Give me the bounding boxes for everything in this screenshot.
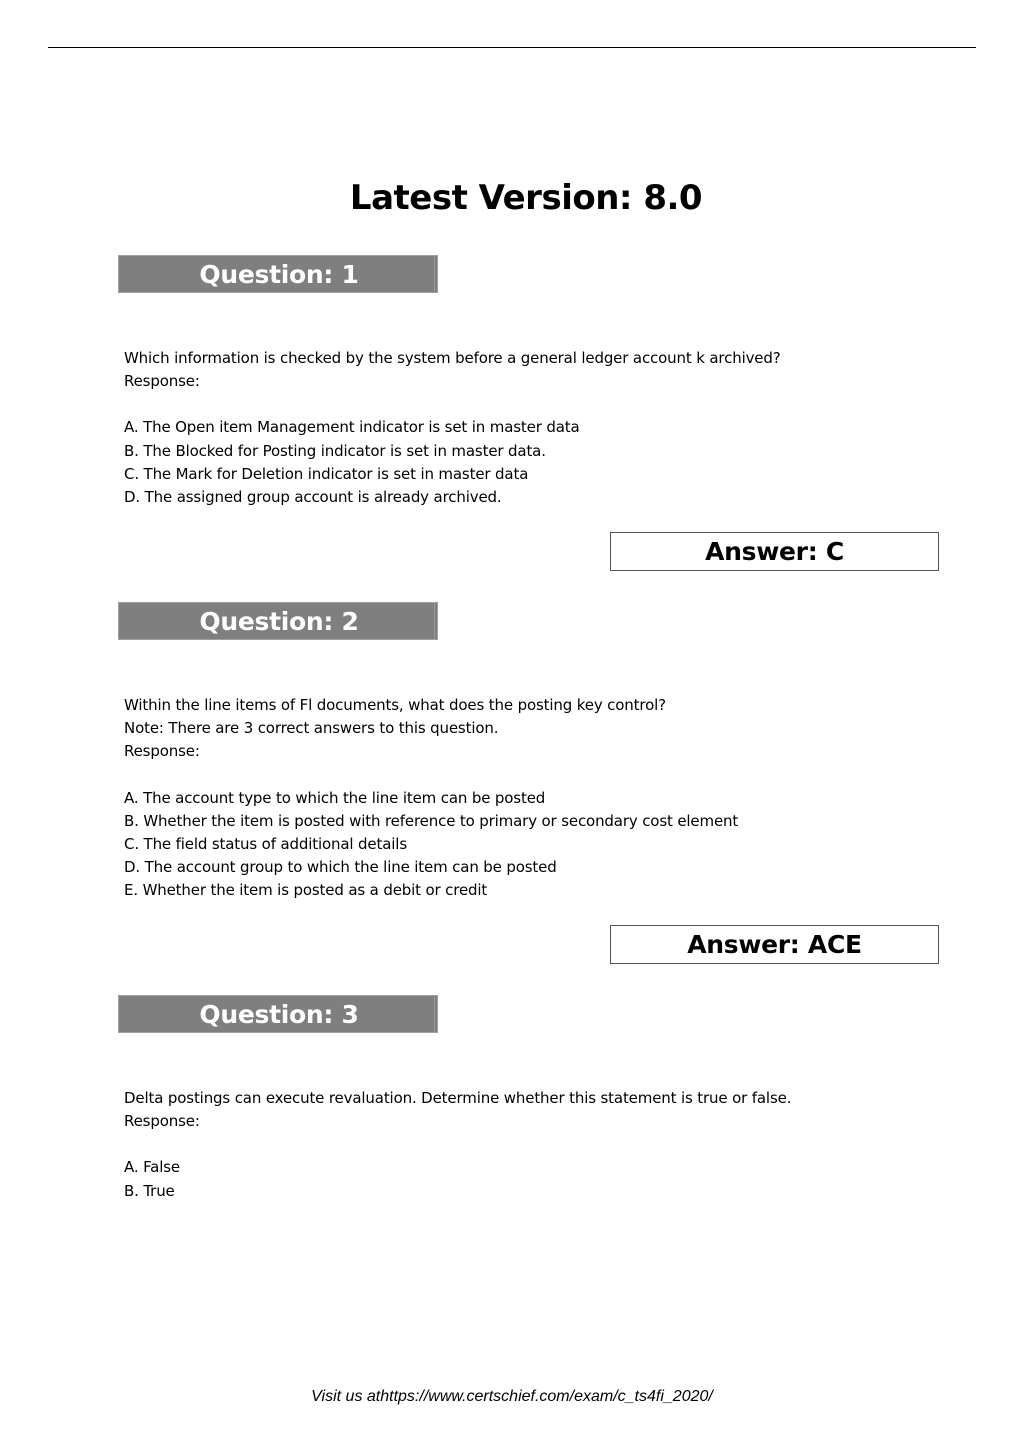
question-2-option-e: E. Whether the item is posted as a debit or credit [124,881,488,900]
footer-link[interactable]: Visit us athttps://www.certschief.com/exam/c_ts4fi_2020/ [311,1388,713,1405]
question-2-stem-line: Within the line items of Fl documents, what does the posting key control? [124,696,666,714]
question-1-stem-line: Which information is checked by the system before a general ledger account k archived? [124,349,781,367]
question-2-option-a: A. The account type to which the line item can be posted [124,788,546,807]
question-1-answer: Answer: C [705,537,844,566]
question-2-stem-line: Response: [124,742,200,761]
question-3-label: Question: 3 [199,1000,359,1029]
top-divider [48,47,976,48]
question-2-banner [118,602,438,640]
question-2-option-d: D. The account group to which the line item can be posted [124,858,557,877]
question-1-stem-line: Response: [124,372,200,391]
question-3-stem-line: Delta postings can execute revaluation. Determine whether this statement is true or false. [124,1089,792,1107]
question-3-body [124,1087,924,1203]
question-1-label: Question: 1 [199,260,359,289]
question-1-option-a: A. The Open item Management indicator is set in master data [124,418,580,437]
question-2-option-b: B. Whether the item is posted with reference to primary or secondary cost element [124,811,739,830]
question-1-option-d: D. The assigned group account is already archived. [124,488,502,507]
question-2-answer-box [610,925,939,964]
page-title: Latest Version: 8.0 [349,178,703,218]
question-1-banner [118,255,438,293]
question-1-option-c: C. The Mark for Deletion indicator is set in master data [124,464,529,483]
question-1-answer-box [610,532,939,571]
question-3-stem-line: Response: [124,1112,200,1131]
question-2-label: Question: 2 [199,607,359,636]
question-2-option-c: C. The field status of additional details [124,835,407,854]
question-3-banner [118,995,438,1033]
question-3-option-a: A. False [124,1158,180,1177]
question-2-body [124,694,924,903]
question-1-option-b: B. The Blocked for Posting indicator is set in master data. [124,441,546,460]
question-2-answer: Answer: ACE [687,930,862,959]
question-3-option-b: B. True [124,1181,175,1200]
question-2-stem-line: Note: There are 3 correct answers to this question. [124,719,499,738]
question-1-body [124,347,924,509]
